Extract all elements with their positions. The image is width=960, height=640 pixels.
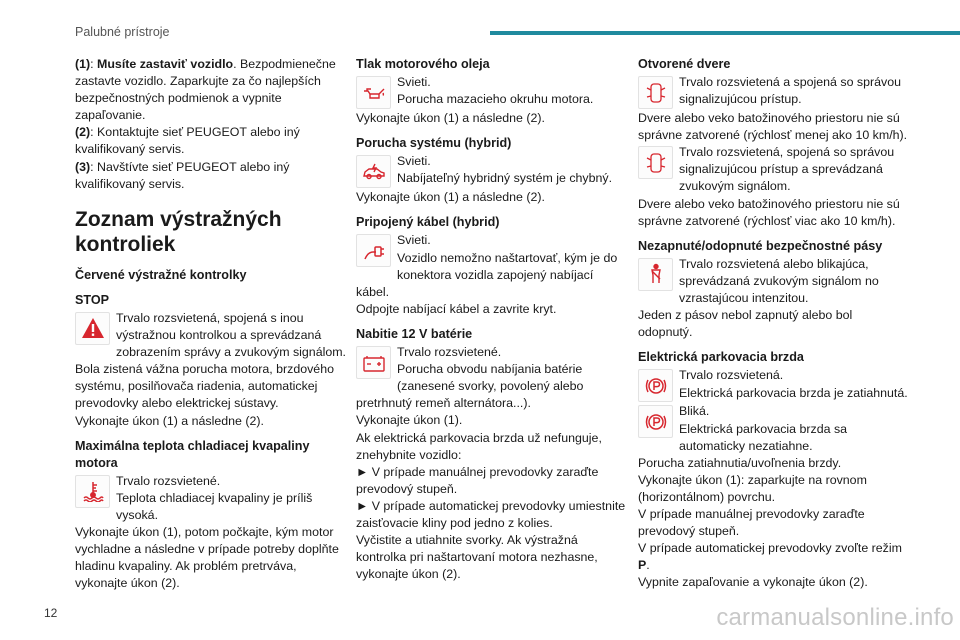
coolant-title: Maximálna teplota chladiacej kvapaliny motora	[75, 438, 310, 470]
parking-text-3: Bliká.	[679, 404, 710, 419]
column-2	[356, 56, 628, 583]
oil-pressure-icon	[356, 76, 391, 109]
parking-text-9: Vypnite zapaľovanie a vykonajte úkon (2).	[638, 575, 868, 590]
cable-text-2: Vozidlo nemožno naštartovať, kým je do konektora vozidla zapojený nabíjací kábel.	[356, 250, 618, 299]
coolant-text: Trvalo rozsvietené.	[116, 473, 221, 488]
parking-text-4: Elektrická parkovacia brzda sa automaticky nezatiahne.	[679, 421, 848, 453]
belts-text: Trvalo rozsvietená alebo blikajúca, sprevádzaná zvukovým signálom no vzrastajúcou intenzitou.	[679, 256, 879, 306]
parking-text-6: Vykonajte úkon (1): zaparkujte na rovnom (horizontálnom) povrchu.	[638, 472, 867, 504]
oil-title: Tlak motorového oleja	[356, 57, 490, 71]
battery-text: Trvalo rozsvietené.	[397, 345, 502, 360]
doors-text-2: Dvere alebo veko batožinového priestoru nie sú správne zatvorené (rýchlosť menej ako 10 km/h).	[638, 111, 908, 143]
open-door-icon	[638, 146, 673, 179]
cable-title: Pripojený kábel (hybrid)	[356, 215, 500, 230]
cable-text: Svieti.	[397, 233, 431, 248]
parking-brake-icon	[638, 369, 673, 402]
battery-icon	[356, 346, 391, 379]
oil-text: Svieti.	[397, 75, 431, 90]
watermark: carmanualsonline.info	[716, 604, 954, 631]
doors-text-4: Dvere alebo veko batožinového priestoru nie sú správne zatvorené (rýchlosť viac ako 10 km/h).	[638, 196, 900, 228]
battery-title: Nabitie 12 V batérie	[356, 326, 473, 341]
stop-text: Trvalo rozsvietená, spojená s inou výstražnou kontrolkou a sprevádzaná zobrazením správy a zvukovým signálom.	[116, 310, 347, 360]
stop-text-3: Vykonajte úkon (1) a následne (2).	[75, 413, 264, 428]
belts-title: Nezapnuté/odopnuté bezpečnostné pásy	[638, 238, 883, 253]
section-title: Zoznam výstražných kontroliek	[75, 207, 282, 256]
belts-entry	[638, 256, 910, 341]
column-1	[75, 56, 347, 592]
doors-entry	[638, 74, 910, 230]
cable-entry	[356, 232, 628, 317]
hybrid-title: Porucha systému (hybrid)	[356, 136, 512, 151]
battery-bullet-2: ► V prípade automatickej prevodovky umiestnite zaisťovacie kliny pod jedno z kolies.	[356, 498, 626, 530]
parking-text: Trvalo rozsvietená.	[679, 368, 784, 383]
cable-text-3: Odpojte nabíjací kábel a zavrite kryt.	[356, 301, 557, 316]
page-number: 12	[44, 606, 58, 620]
doors-title: Otvorené dvere	[638, 57, 731, 71]
parking-text-8: V prípade automatickej prevodovky zvoľte režim P.	[638, 541, 902, 573]
open-door-icon	[638, 76, 673, 109]
header-accent-bar	[490, 31, 960, 35]
coolant-temperature-icon	[75, 475, 110, 508]
stop-text-2: Bola zistená vážna porucha motora, brzdového systému, posilňovača riadenia, automatickej prevodovky alebo elektrickej sústavy.	[75, 362, 334, 411]
parking-brake-icon	[638, 405, 673, 438]
note-3: (3): Navštívte sieť PEUGEOT alebo iný kvalifikovaný servis.	[75, 159, 290, 191]
parking-title: Elektrická parkovacia brzda	[638, 350, 804, 365]
parking-text-5: Porucha zatiahnutia/uvoľnenia brzdy.	[638, 455, 842, 470]
charging-cable-icon	[356, 234, 391, 267]
coolant-entry	[75, 473, 347, 593]
coolant-text-3: Vykonajte úkon (1), potom počkajte, kým motor vychladne a následne v prípade potreby doplňte hladinu kvapaliny. Ak problém pretrváva, vykonajte úkon (2).	[75, 525, 339, 591]
note-1: (1): Musíte zastaviť vozidlo. Bezpodmienečne zastavte vozidlo. Zaparkujte za čo najlepších bezpečnostných podmienok a vypnite zapaľovanie.	[75, 57, 336, 123]
hybrid-entry	[356, 153, 628, 206]
hybrid-text-3: Vykonajte úkon (1) a následne (2).	[356, 190, 545, 205]
battery-text-5: Vyčistite a utiahnite svorky. Ak výstražná kontrolka pri naštartovaní motora nezhasne, vykonajte úkon (2).	[356, 533, 598, 582]
hybrid-text: Svieti.	[397, 154, 431, 169]
subsection-title: Červené výstražné kontrolky	[75, 267, 247, 282]
oil-text-2: Porucha mazacieho okruhu motora.	[397, 92, 594, 107]
page-header-title: Palubné prístroje	[75, 25, 170, 39]
battery-bullet-1: ► V prípade manuálnej prevodovky zaraďte prevodový stupeň.	[356, 464, 599, 496]
battery-entry	[356, 344, 628, 583]
warning-triangle-icon	[75, 312, 110, 345]
coolant-text-2: Teplota chladiacej kvapaliny je príliš vysoká.	[116, 490, 313, 522]
column-3	[638, 56, 910, 591]
hybrid-system-icon	[356, 155, 391, 188]
parking-text-7: V prípade manuálnej prevodovky zaraďte prevodový stupeň.	[638, 506, 865, 539]
note-2: (2): Kontaktujte sieť PEUGEOT alebo iný kvalifikovaný servis.	[75, 125, 300, 157]
doors-text: Trvalo rozsvietená a spojená so správou signalizujúcou prístup.	[679, 75, 902, 107]
parking-text-2: Elektrická parkovacia brzda je zatiahnutá.	[679, 385, 908, 400]
parking-entry	[638, 367, 910, 591]
oil-entry	[356, 74, 628, 127]
seatbelt-icon	[638, 258, 673, 291]
battery-text-4: Ak elektrická parkovacia brzda už nefunguje, znehybnite vozidlo:	[356, 430, 602, 462]
battery-text-2: Porucha obvodu nabíjania batérie (zanesené svorky, povolený alebo pretrhnutý remeň alternátora...).	[356, 362, 584, 411]
hybrid-text-2: Nabíjateľný hybridný systém je chybný.	[397, 171, 613, 186]
battery-text-3: Vykonajte úkon (1).	[356, 413, 463, 428]
stop-entry	[75, 310, 347, 430]
stop-title: STOP	[75, 292, 110, 307]
belts-text-2: Jeden z pásov nebol zapnutý alebo bol odopnutý.	[638, 308, 853, 340]
oil-text-3: Vykonajte úkon (1) a následne (2).	[356, 111, 545, 126]
doors-text-3: Trvalo rozsvietená, spojená so správou signalizujúcou prístup a sprevádzaná zvukovým signálom.	[679, 145, 895, 194]
